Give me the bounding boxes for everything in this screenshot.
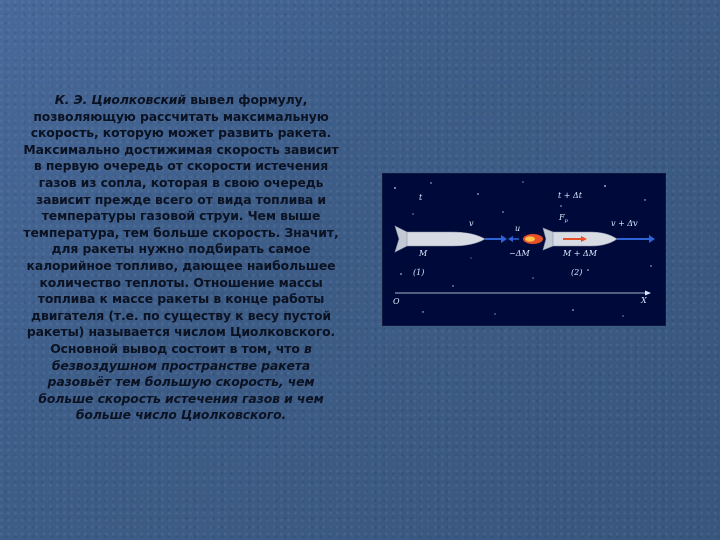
body-paragraph: вывел формулу, позволяющую рассчитать максимальную скорость, которую может развить ракета. Максимально достижимая скорость зависит в первую очередь от скорости истечения газов из сопла, которая в свою очередь зависит прежде всего от вида топлива и температуры газовой струи. Чем выше температура, тем больше скорость. Значит, для ракеты нужно подбирать самое калорийное топливо, дающее наибольшее количество теплоты. Отношение массы топлива к массе ракеты в конце работы двигателя (т.е. по существу к весу пустой ракеты) называется числом Циолковского. Основной вывод состоит в том, что <box>23 92 339 356</box>
author-name: К. Э. Циолковский <box>54 92 186 107</box>
rocket-1 <box>395 226 485 252</box>
mass-label-2: M + ΔM <box>563 249 597 258</box>
velocity-arrow-2 <box>617 235 655 243</box>
slide-body-text <box>20 92 342 424</box>
conclusion-text: в безвоздушном пространстве ракета разовьёт тем большую скорость, чем больше скорость истечения газов и чем больше число Циолковского. <box>38 340 324 423</box>
force-label: $F_p$ <box>559 213 568 224</box>
exhaust-speed-label: u <box>515 224 521 233</box>
origin-label: O <box>393 297 400 306</box>
rocket-diagram <box>382 173 666 326</box>
mass-label-1: M <box>419 249 428 258</box>
time-label-1: t <box>419 193 423 202</box>
velocity-arrow-1 <box>485 235 507 243</box>
exhaust <box>508 234 543 244</box>
mass-delta-label: −ΔM <box>509 249 530 258</box>
time-label-2: t + Δt <box>558 191 582 200</box>
velocity-label-1: v <box>469 219 474 228</box>
state-label-2: (2) <box>571 268 583 277</box>
x-axis-label: X <box>641 296 647 305</box>
rocket-2 <box>543 228 617 250</box>
velocity-label-2: v + Δv <box>611 219 638 228</box>
rocket-diagram-svg <box>383 174 665 325</box>
state-label-1: (1) <box>413 268 425 277</box>
x-axis <box>395 291 651 296</box>
